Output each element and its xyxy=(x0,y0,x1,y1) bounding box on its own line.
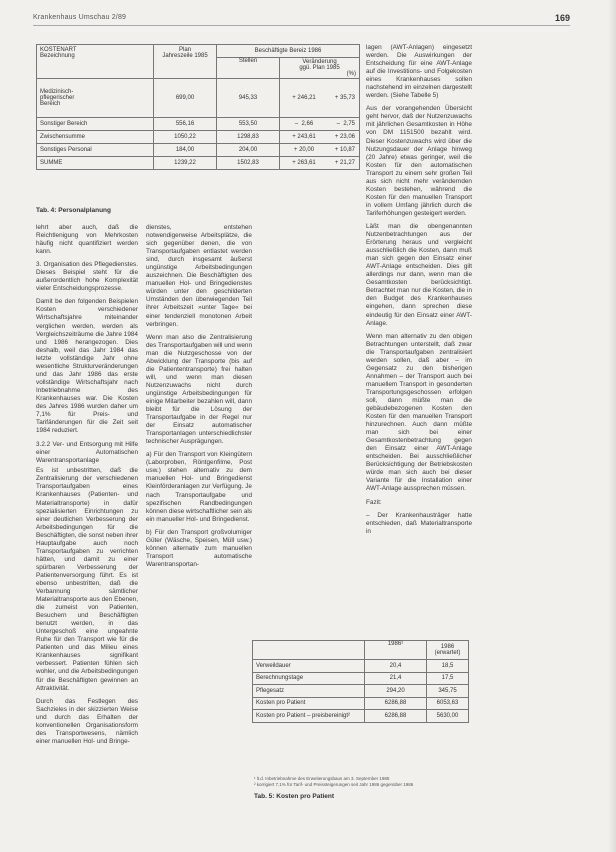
table4-head-plan-year: Jahreszeile 1985 xyxy=(162,53,208,59)
cost-per-patient-table xyxy=(252,640,469,723)
table-row xyxy=(37,79,360,118)
table4-pct-value: + 23,06 xyxy=(334,134,355,140)
list-item: – Der Krankenhausträger hatte entschieden, daß Materialtransporte in xyxy=(366,511,472,535)
table5-cell-label: Kosten pro Patient xyxy=(253,697,365,710)
text-column-3 xyxy=(366,44,472,541)
paragraph-label: Fazit: xyxy=(366,498,382,506)
paragraph: lagen (AWT-Anlagen) eingesetzt werden. Die Auswirkungen der Entscheidung für eine AWT-Anlage auf die Investitions- und Folgekosten eines Krankenhauses sollen nachstehend im einzelnen dargestellt werden. (Siehe Tabelle 5) xyxy=(366,44,472,100)
personnel-planning-table xyxy=(36,44,360,170)
table4-pct-number: 2,75 xyxy=(343,121,355,127)
table5-cell-a: 21,4 xyxy=(365,672,427,685)
table5-cell-b: 6053,63 xyxy=(427,697,469,710)
paragraph: Wenn man alternativ zu den obigen Betrachtungen unterstellt, daß zwar die Transportaufgaben zentralisiert werden sollen, daß aber – im Gegensatz zu den bisherigen Annahmen – der Transport auch bei manuellem Transport in gesonderten Transportungsgeschossen erfolgen soll, dann müßte man die gebäudebezogenen Kosten den Kosten für den manuellen Transport hinzurechnen. Auch dann müßte man sich bei einer Gesamtkostenbetrachtung gegen den Einsatz einer AWT-Anlage entscheiden. Bei ausschließlicher Berücksichtigung der Betriebskosten würde man sich auch bei dieser Variante für die Installation einer AWT-Anlage aussprechen müssen. xyxy=(366,332,472,493)
text-column-2 xyxy=(146,224,252,574)
table-row xyxy=(253,697,469,710)
table4-cell-name: Sonstiger Bereich xyxy=(37,118,154,131)
table5-cell-a: 6286,88 xyxy=(365,697,427,710)
table4-head-plan-label: Plan xyxy=(178,47,191,53)
table4-cell-name: Zwischensumme xyxy=(37,131,154,144)
table-row xyxy=(37,131,360,144)
table4-pct-value: – 2,75 xyxy=(336,121,355,127)
table4-head-veraenderung xyxy=(280,58,360,79)
table-row xyxy=(37,118,360,131)
table4-name-line: Bereich xyxy=(40,101,61,107)
table5-cell-a: 6286,88 xyxy=(365,710,427,723)
table4-cell-plan: 1050,22 xyxy=(154,131,217,144)
table4-cell-diff xyxy=(280,144,360,157)
footnote: ² korrigiert 7,1% für Tarif- und Preissteigerungen seit Jahr 1986 gegenüber 1986 xyxy=(254,781,414,787)
table5-cell-a: 20,4 xyxy=(365,660,427,673)
table4-cell-name: Sonstiges Personal xyxy=(37,144,154,157)
table4-cell-stellen: 1298,83 xyxy=(217,131,280,144)
table4-cell-name: SUMME xyxy=(37,157,154,170)
paragraph: Läßt man die obengenannten Nutzenbetrachtungen aus der Erörterung heraus und vergleicht ausschließlich die Kosten, dann muß man sich gegen den Einsatz einer AWT-Anlage entscheiden. Dies gilt allerdings nur dann, wenn man die Gesamtkosten berücksichtigt. Betrachtet man nur die Kosten, die in den Budget des Krankenhauses eingehen, dann sprechen diese eindeutig für den Einsatz einer AWT-Anlage. xyxy=(366,222,472,327)
table4-diff-value: + 263,61 xyxy=(292,160,316,166)
list-item: 3. Organisation des Pflegedienstes. Dieses Beispiel steht für die außerordentlich hohe Komplexität vieler Entscheidungsprozesse. xyxy=(36,261,138,293)
table4-diff-value: – 2,66 xyxy=(294,121,314,127)
table4-pct-value: + 10,87 xyxy=(334,147,355,153)
table-row xyxy=(253,672,469,685)
table4-cell-plan: 699,00 xyxy=(154,79,217,118)
text-column-1 xyxy=(36,224,138,751)
table5-cell-b: 18,5 xyxy=(427,660,469,673)
journal-header: Krankenhaus Umschau 2/89 xyxy=(33,14,127,21)
table4-diff-number: 2,66 xyxy=(301,121,314,127)
paragraph: Wenn man also die Zentralisierung des Transportaufgaben will und wenn man die Nutzgeschosse von der Abwicklung der Transporte (bis auf die Patiententransporte) frei halten will, und wenn man diesen Nutzenzuwachs nicht durch ungünstige Arbeitsbedingungen für einige Mitarbeiter bezahlen will, dann bleibt für die Lösung der Transportaufgabe in der Regel nur der Einsatz automatischer Transportanlagen unterschiedlichster technischer Ausprägungen. xyxy=(146,333,252,446)
table4-head-vs-plan: ggü. Plan 1985 xyxy=(299,65,340,71)
table5-head-a: 1986¹ xyxy=(365,641,427,660)
table4-name-line: pflegerischer xyxy=(40,95,75,101)
page-number: 169 xyxy=(554,13,570,23)
table4-cell-stellen: 945,33 xyxy=(217,79,280,118)
table5-footnotes xyxy=(254,776,472,787)
table4-cell-diff xyxy=(280,79,360,118)
table4-diff-value: + 246,21 xyxy=(292,95,316,101)
table4-cell-stellen: 1502,83 xyxy=(217,157,280,170)
table4-head-kostenart-label: KOSTENART xyxy=(40,47,77,53)
table4-cell-diff xyxy=(280,131,360,144)
table4-cell-diff xyxy=(280,118,360,131)
table4-cell-stellen: 204,00 xyxy=(217,144,280,157)
table-row xyxy=(37,144,360,157)
table5-cell-a: 294,20 xyxy=(365,685,427,698)
table5-cell-label: Berechnungstage xyxy=(253,672,365,685)
table4-head-stellen: Stellen xyxy=(217,58,280,79)
table4-head-plan xyxy=(154,45,217,79)
table4-cell-stellen: 553,50 xyxy=(217,118,280,131)
table5-head-b xyxy=(427,641,469,660)
table4-name-line: Medizinisch- xyxy=(40,89,74,95)
table4-cell-plan: 184,00 xyxy=(154,144,217,157)
paragraph: Damit be den folgenden Beispielen Kosten verschiedener Wirtschaftsjahre miteinander verglichen werden, werden als Vergleichszeiträume die Jahre 1984 und 1986 herangezogen. Dies deshalb, weil das Jahr 1984 das letzte vollständige Jahr ohne wesentliche Strukturveränderungen und das Jahr 1986 das erste vollständige Wirtschaftsjahr nach Inbetriebnahme des Krankenhauses war. Die Kosten des Jahres 1986 wurden daher um 7,1% für Preis- und Tarifänderungen für die Zeit seit 1984 reduziert. xyxy=(36,298,138,435)
table4-head-group: Beschäftigte Bereiz 1986 xyxy=(217,45,360,58)
table5-cell-b: 345,75 xyxy=(427,685,469,698)
list-item: b) Für den Transport großvolumiger Güter (Wäsche, Speisen, Müll usw.) können alternativ zum manuellen Transport automatische Warentransportan- xyxy=(146,528,252,568)
table5-cell-b: 17,5 xyxy=(427,672,469,685)
table4-diff-value: + 20,00 xyxy=(293,147,315,153)
table4-cell-name xyxy=(37,79,154,118)
table-row xyxy=(253,660,469,673)
table4-head-bezeichnung-label: Bezeichnung xyxy=(40,53,75,59)
table4-pct-value: + 21,27 xyxy=(334,160,355,166)
list-item: a) Für den Transport von Kleingütern (Laborproben, Röntgenfilme, Post usw.) stehen alternativ zu dem manuellen Hol- und Bringedienst Kleinförderanlagen zur Verfügung. Je nach Transportaufgabe und spezifischen Randbedingungen können diese wirtschaftlicher sein als ein manueller Hol- und Bringedienst. xyxy=(146,451,252,523)
table-row xyxy=(37,157,360,170)
table4-cell-plan: 556,16 xyxy=(154,118,217,131)
table5-head-empty xyxy=(253,641,365,660)
paragraph: Es ist unbestritten, daß die Zentralisierung der verschiedenen Transportaufgaben eines Krankenhauses (Patienten- und Materialtransporte) in dafür spezialisierten Einrichtungen zu einer deutlichen Verbesserung der Arbeitsbedingungen für die Beschäftigten, die sonst neben ihrer Hauptaufgabe auch noch Transportaufgaben zu verrichten hätten, und damit zu einer spürbaren Verbesserung der Patientenversorgung führt. Es ist ebenso unbestritten, daß die Verbannung sämtlicher Materialtransporte aus den Ebenen, die zumeist von Patienten, Besuchern und Beschäftigten benutzt werden, in das Untergeschoß eine ungeahnte Ruhe für den Transport wie für die Patienten und das Milieu eines Krankenhauses signifikant verbessert. Patienten fühlen sich wohler, und die Arbeitsbedingungen für die Beschäftigten gewinnen an Attraktivität. xyxy=(36,467,138,692)
section-heading: 3.2.2 Ver- und Entsorgung mit Hilfe einer Automatischen Warentransportanlage xyxy=(36,441,138,465)
table4-cell-plan: 1239,22 xyxy=(154,157,217,170)
header-rule xyxy=(33,25,570,26)
table5-cell-b: 5630,00 xyxy=(427,710,469,723)
table5-caption: Tab. 5: Kosten pro Patient xyxy=(254,793,335,800)
page-edge-shadow xyxy=(608,0,616,852)
table-row xyxy=(253,710,469,723)
paragraph: dienstes, entstehen notwendigerweise Arbeitsplätze, die sich gegenüber denen, die von Transportaufgaben entlastet werden sind, durch insgesamt äußerst ungünstige Arbeitsbedingungen auszeichnen. Die Beschäftigten des manuellen Hol- und Bringedienstes würden unter den geschilderten Umständen den überwiegenden Teil ihrer Arbeitszeit »unter Tage« bei einer tendenziell monotonen Arbeit verbringen. xyxy=(146,224,252,328)
table5-cell-label: Verweildauer xyxy=(253,660,365,673)
table4-head-veraenderung-label: Veränderung xyxy=(302,59,337,65)
table4-diff-value: + 243,61 xyxy=(292,134,316,140)
paragraph: Aus der vorangehenden Übersicht geht hervor, daß der Nutzenzuwachs mit jährlichen Gesamtkosten in Höhe von DM 1151500 bezahlt wird. Dieser Kostenzuwachs wird über die Nutzungsdauer der Anlage hinweg (20 Jahre) etwas geringer, weil die Kosten für den automatischen Transport zu einem sehr großen Teil aus sich nicht mehr verändernden Kosten bestehen, während die Kosten für den manuellen Transport in vollem Umfang jährlich durch die Tariferhöhungen gesteigert werden. xyxy=(366,105,472,217)
footnote: ¹ lt.d. Inbetriebnahme des Erweiterungsbaus am 3. September 1985 xyxy=(254,776,390,781)
table4-pct-value: + 35,73 xyxy=(334,95,355,101)
paragraph: Durch das Festlegen des Sachzieles in der skizzierten Weise und durch das Erhalten der konventionellen Organisationsform des Transportwesens, nämlich einer manuellen Hol- und Bringe- xyxy=(36,697,138,745)
table4-head-percent: (%) xyxy=(346,71,356,77)
table5-head-b-note: (erwartet) xyxy=(434,650,461,656)
table5-cell-label: Kosten pro Patient – preisbereinigt² xyxy=(253,710,365,723)
table5-head-b-year: 1986 xyxy=(440,644,455,650)
paragraph: lehrt aber auch, daß die Reichtlenigung von Mehrkosten häufig nicht quantifiziert werden kann. xyxy=(36,224,138,256)
table-row xyxy=(253,685,469,698)
table4-head-kostenart xyxy=(37,45,154,79)
table4-cell-diff xyxy=(280,157,360,170)
table5-cell-label: Pflegesatz xyxy=(253,685,365,698)
table4-caption: Tab. 4: Personalplanung xyxy=(36,207,112,214)
